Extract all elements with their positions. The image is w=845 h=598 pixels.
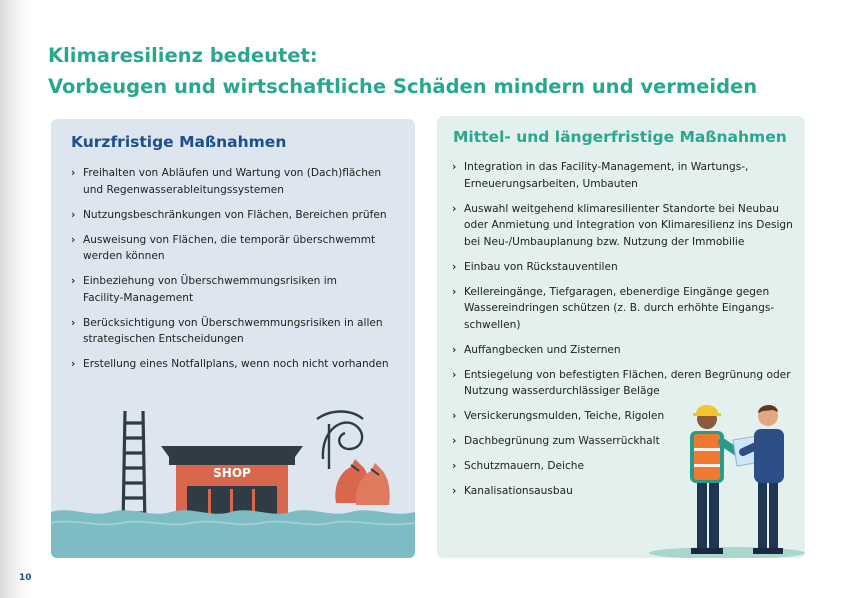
long-term-title: Mittel- und längerfristige Maßnahmen [453,128,787,146]
list-item-line: und Regenwasserableitungssystemen [83,183,284,196]
chevron-right-icon: › [452,343,457,356]
chevron-right-icon: › [452,161,457,173]
chevron-right-icon: › [71,316,76,329]
list-item-line: Auswahl weitgehend klimaresilienter Standorte bei Neubau [464,202,779,215]
list-item-line: Kellereingänge, Tiefgaragen, ebenerdige Eingänge gegen [464,285,770,298]
page-headline [48,40,757,102]
workers-illustration [437,116,805,558]
shop-sign-text: SHOP [213,466,251,480]
list-item-line: Kanalisationsausbau [464,485,573,497]
chevron-right-icon: › [71,275,76,287]
list-item-line: Erneuerungsarbeiten, Umbauten [464,177,638,190]
list-item-line: werden können [83,250,165,262]
chevron-right-icon: › [452,485,457,497]
list-item-line: Einbau von Rückstauventilen [464,260,618,273]
chevron-right-icon: › [452,202,457,215]
list-item-line: Wassereindringen schützen (z. B. durch erhöhte Eingangs- [464,302,775,314]
chevron-right-icon: › [452,260,457,273]
flood-water [51,510,415,558]
list-item-line: Nutzung wasserdurchlässiger Beläge [464,385,660,397]
short-term-measures-panel [51,119,415,558]
chevron-right-icon: › [71,233,76,246]
list-item-line: Dachbegrünung zum Wasserrückhalt [464,435,660,447]
headline-line-2: Vorbeugen und wirtschaftliche Schäden mindern und vermeiden [48,75,758,98]
short-term-title: Kurzfristige Maßnahmen [71,133,287,151]
list-item-line: Versickerungsmulden, Teiche, Rigolen [464,410,665,422]
list-item-line: Facility-Management [83,291,194,304]
list-item-line: bei Neu-/Umbauplanung bzw. Nutzung der Immobilie [464,235,745,248]
list-item-line: Ausweisung von Flächen, die temporär überschwemmt [83,233,376,246]
headline-line-1: Klimaresilienz bedeutet: [48,44,318,67]
list-item-line: Berücksichtigung von Überschwemmungsrisiken in allen [83,316,383,329]
chevron-right-icon: › [71,208,76,221]
flood-shop-illustration [51,119,415,558]
list-item-line: Entsiegelung von befestigten Flächen, deren Begrünung oder [464,368,791,381]
sandbags-icon [335,459,389,505]
list-item-line: Schutzmauern, Deiche [464,460,585,472]
list-item-line: Nutzungsbeschränkungen von Flächen, Bereichen prüfen [83,208,387,221]
list-item-line: oder Anmietung und Integration von Klimaresilienz ins Design [464,219,793,231]
chevron-right-icon: › [452,460,457,472]
chevron-right-icon: › [452,285,457,298]
construction-worker-figure [690,405,737,554]
list-item-line: Erstellung eines Notfallplans, wenn noch nicht vorhanden [83,358,389,370]
chevron-right-icon: › [71,167,76,179]
chevron-right-icon: › [452,410,457,422]
list-item-line: Freihalten von Abläufen und Wartung von (Dach)flächen [83,167,382,179]
page-binding-shadow [0,0,30,598]
page-number: 10 [19,573,32,583]
list-item-line: Einbeziehung von Überschwemmungsrisiken im [83,275,337,287]
chevron-right-icon: › [452,435,457,447]
businessman-figure [743,405,784,554]
long-term-measures-panel [437,116,805,558]
ladder-icon [123,411,145,527]
list-item-line: strategischen Entscheidungen [83,333,244,345]
chevron-right-icon: › [452,368,457,381]
chevron-right-icon: › [71,358,76,370]
list-item-line: Integration in das Facility-Management, in Wartungs-, [464,161,749,173]
list-item-line: schwellen) [464,318,521,331]
list-item-line: Auffangbecken und Zisternen [464,343,621,356]
